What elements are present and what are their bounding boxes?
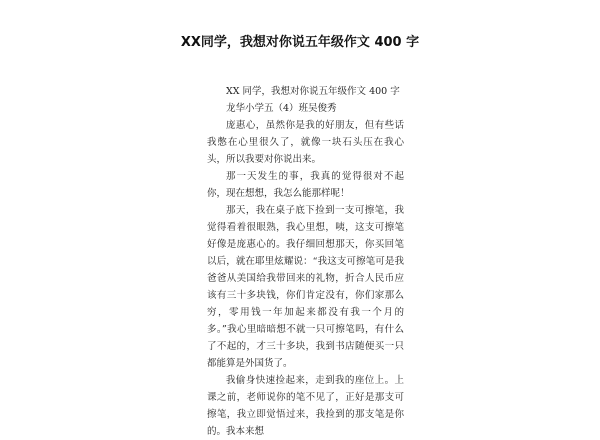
article-subtitle: XX 同学，我想对你说五年级作文 400 字 <box>226 86 400 97</box>
paragraph: 那天，我在桌子底下捡到一支可擦笔，我觉得看着很眼熟，我心里想，咦，这支可擦笔好像是庞惠心的。我仔细回想那天，你买回笔以后，就在耶里炫耀说：“我这支可擦笔可是我爸爸从美国给我带回来的礼物，折合人民币应该有三十多块钱，你们肯定没有，你们家那么穷，零用钱一年加起来都没有我一个月的多。”我心里暗暗想不就一只可擦笔吗，有什么了不起的，才三十多块，我到书店随便买一只都能算是外国货了。 <box>207 205 404 369</box>
paragraph: 那一天发生的事，我真的觉得很对不起你，现在想想，我怎么能那样呢！ <box>207 171 404 199</box>
paragraph: 庞惠心，虽然你是我的好朋友，但有些话我憋在心里很久了，就像一块石头压在我心头，所以我要对你说出来。 <box>207 120 404 165</box>
page-title: XX同学，我想对你说五年级作文 400 字 <box>180 35 420 50</box>
paragraph: 我偷身快速捡起来，走到我的座位上。上课之前，老师说你的笔不见了，正好是那支可擦笔，我立即觉悟过来，我捡到的那支笔是你的。我本来想 <box>207 375 404 437</box>
article-author: 龙华小学五（4）班吴俊秀 <box>226 103 337 114</box>
article-body <box>207 80 404 440</box>
